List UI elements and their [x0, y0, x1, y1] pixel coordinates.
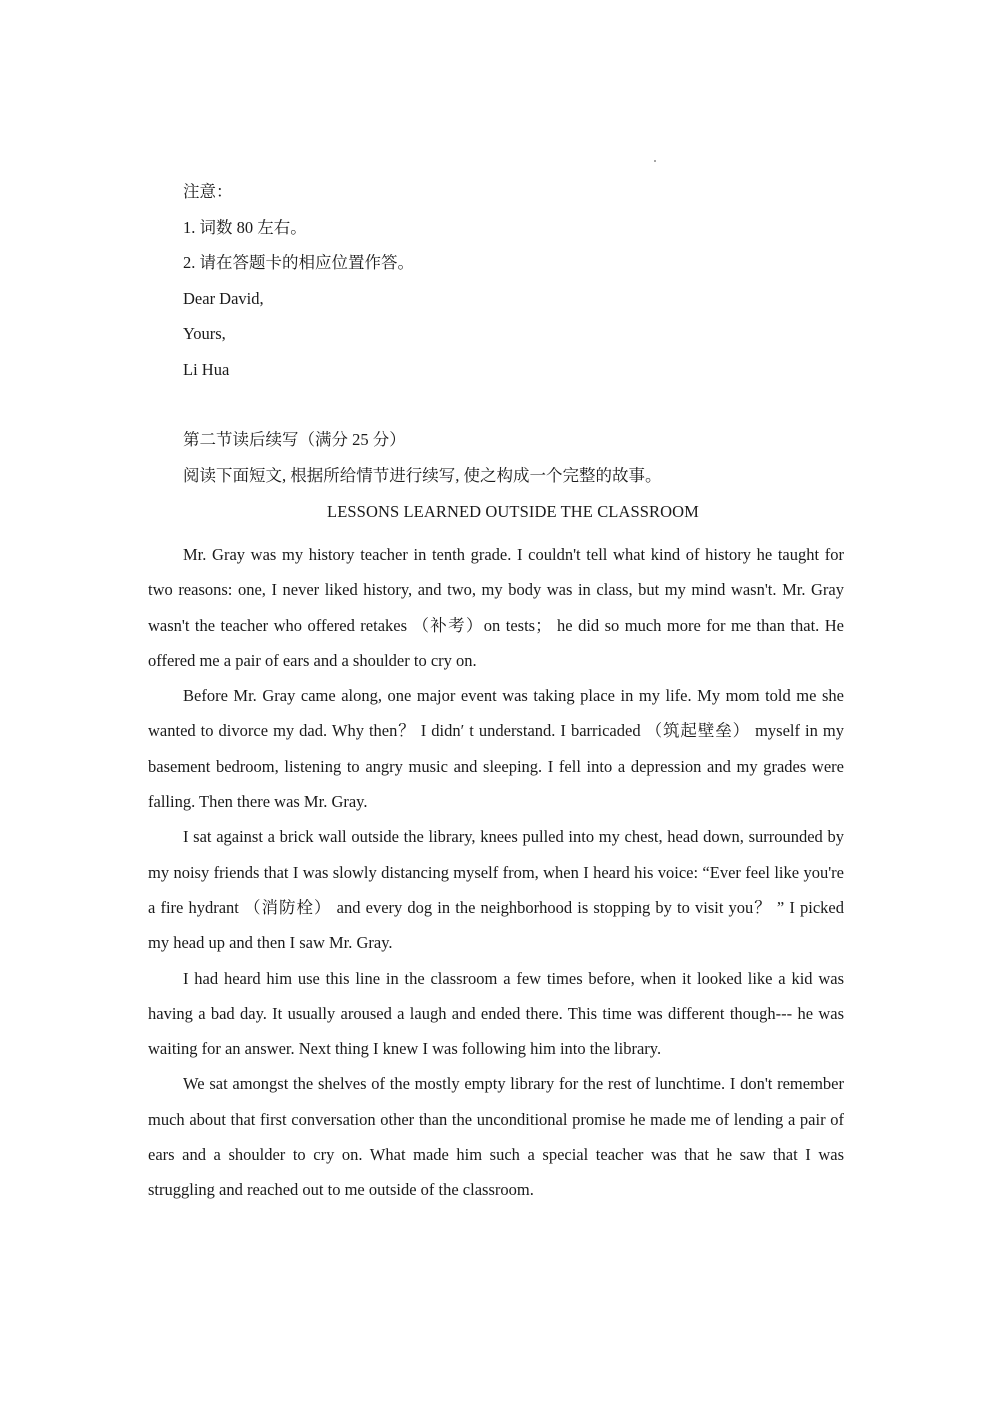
story-body — [148, 537, 844, 1208]
story-title: LESSONS LEARNED OUTSIDE THE CLASSROOM — [327, 502, 699, 521]
story-paragraph-5: We sat amongst the shelves of the mostly empty library for the rest of lunchtime. I don't remember much about that first conversation other than the unconditional promise he made me of lending a pair of ears and a shoulder to cry on. What made him such a special teacher was that he saw that I was struggling and reached out to me outside of the classroom. — [148, 1074, 844, 1200]
story-paragraph-2: Before Mr. Gray came along, one major event was taking place in my life. My mom told me she wanted to divorce my dad. Why then？ I didn′ t understand. I barricaded （筑起壁垒） myself in my basement bedroom, listening to angry music and sleeping. I fell into a depression and my grades were falling. Then there was Mr. Gray. — [148, 686, 844, 812]
notes-item-2: 2. 请在答题卡的相应位置作答。 — [183, 253, 414, 272]
story-paragraph-1: Mr. Gray was my history teacher in tenth grade. I couldn't tell what kind of history he taught for two reasons: one, I never liked history, and two, my body was in class, but my mind wasn't. Mr. Gray wasn't the teacher who offered retakes （补考）on tests； he did so much more for me than that. He offered me a pair of ears and a shoulder to cry on. — [148, 545, 844, 670]
letter-closing: Yours, — [183, 324, 226, 343]
letter-salutation: Dear David, — [183, 289, 264, 308]
notes-heading: 注意： — [183, 182, 233, 201]
story-paragraph-3: I sat against a brick wall outside the library, knees pulled into my chest, head down, surrounded by my noisy friends that I was slowly distancing myself from, when I heard his voice: “Ever feel like you're a fire hydrant （消防栓） and every dog in the neighborhood is stopping by to visit you？ ” I picked my head up and then I saw Mr. Gray. — [148, 827, 844, 953]
section2-heading: 第二节读后续写（满分 25 分） — [183, 430, 406, 449]
speck-mark — [654, 160, 656, 162]
section2-instruction: 阅读下面短文, 根据所给情节进行续写, 使之构成一个完整的故事。 — [183, 466, 662, 485]
story-paragraph-4: I had heard him use this line in the classroom a few times before, when it looked like a kid was having a bad day. It usually aroused a laugh and ended there. This time was different though--- he was waiting for an answer. Next thing I knew I was following him into the library. — [148, 968, 844, 1059]
notes-item-1: 1. 词数 80 左右。 — [183, 218, 307, 237]
letter-signature: Li Hua — [183, 360, 230, 379]
